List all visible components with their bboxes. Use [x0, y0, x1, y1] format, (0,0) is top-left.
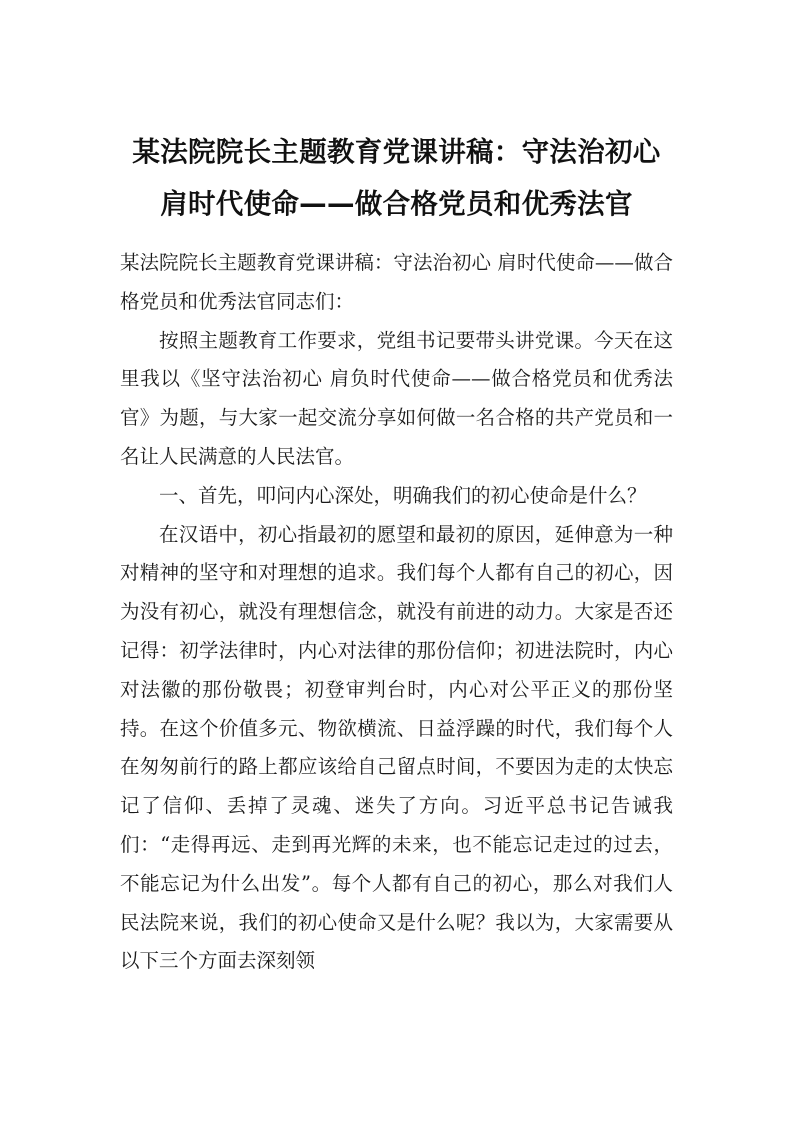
document-body — [120, 244, 673, 981]
salutation-paragraph: 某法院院长主题教育党课讲稿：守法治初心 肩时代使命——做合格党员和优秀法官同志们： — [120, 251, 673, 313]
body-paragraph: 在汉语中，初心指最初的愿望和最初的原因，延伸意为一种对精神的坚守和对理想的追求。我们每个人都有自己的初心，因为没有初心，就没有理想信念，就没有前进的动力。大家是否还记得：初学法律时，内心对法律的那份信仰；初进法院时，内心对法徽的那份敬畏；初登审判台时，内心对公平正义的那份坚持。在这个价值多元、物欲横流、日益浮躁的时代，我们每个人在匆匆前行的路上都应该给自己留点时间，不要因为走的太快忘记了信仰、丢掉了灵魂、迷失了方向。习近平总书记告诫我们：“走得再远、走到再光辉的未来，也不能忘记走过的过去，不能忘记为什么出发”。每个人都有自己的初心，那么对我们人民法院来说，我们的初心使命又是什么呢？我以为，大家需要从以下三个方面去深刻领 — [120, 522, 673, 973]
document-title-line-1: 某法院院长主题教育党课讲稿：守法治初心 — [132, 136, 661, 168]
intro-paragraph: 按照主题教育工作要求，党组书记要带头讲党课。今天在这里我以《坚守法治初心 肩负时代使命——做合格党员和优秀法官》为题，与大家一起交流分享如何做一名合格的共产党员和一名让人民满意的人民法官。 — [120, 328, 673, 468]
document-title — [100, 126, 693, 230]
section-heading: 一、首先，叩问内心深处，明确我们的初心使命是什么？ — [159, 483, 647, 507]
document-title-line-2: 肩时代使命——做合格党员和优秀法官 — [160, 188, 633, 220]
